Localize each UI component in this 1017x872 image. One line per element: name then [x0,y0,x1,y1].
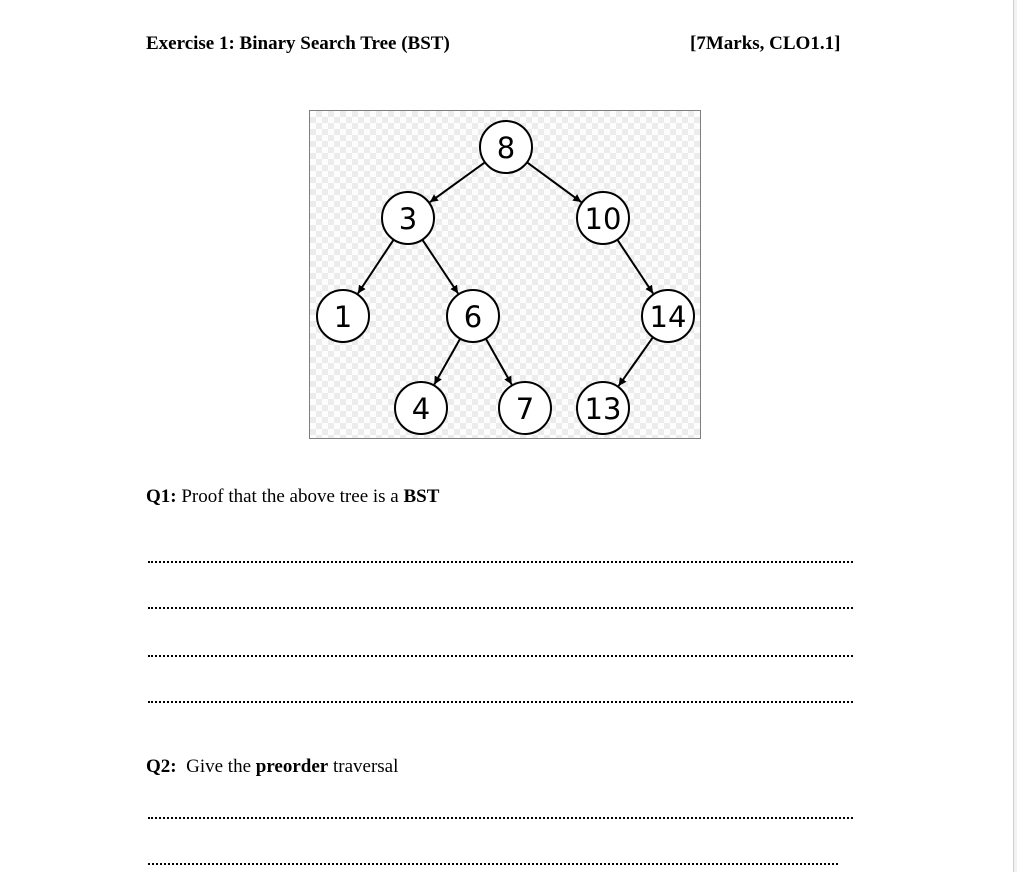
edge-6-4 [434,339,460,385]
edge-8-3 [430,162,485,202]
q1-answer-line-3[interactable] [148,655,853,657]
q1-answer-line-1[interactable] [148,561,853,563]
question-1 [146,486,439,508]
tree-node-14 [642,290,694,342]
node-label: 8 [496,131,516,165]
exercise-title: Exercise 1: Binary Search Tree (BST) [146,33,450,54]
q1-answer-line-2[interactable] [148,607,853,609]
edge-10-14 [617,240,653,294]
q1-text: Proof that the above tree is a [176,486,404,507]
bst-diagram [309,110,701,439]
tree-node-13 [577,382,629,434]
node-label: 7 [515,392,535,426]
node-label: 10 [584,202,622,236]
bst-svg [310,111,702,440]
tree-node-1 [317,290,369,342]
tree-node-10 [577,192,629,244]
node-label: 13 [584,392,622,426]
node-label: 1 [333,300,353,334]
q2-answer-line-2[interactable] [148,863,838,865]
edge-3-1 [358,240,394,294]
tree-nodes [317,121,694,434]
q2-text-before: Give the [176,756,256,777]
edge-8-10 [527,162,581,202]
question-2 [146,756,398,778]
tree-node-6 [447,290,499,342]
node-label: 14 [649,300,687,334]
q2-number: Q2: [146,756,177,777]
edge-6-7 [486,339,512,385]
q1-emphasis: BST [403,486,440,507]
tree-node-4 [395,382,447,434]
q1-answer-line-4[interactable] [148,701,853,703]
exercise-marks: [7Marks, CLO1.1] [690,33,841,54]
node-label: 4 [411,392,431,426]
tree-node-7 [499,382,551,434]
tree-node-8 [480,121,532,173]
q2-emphasis: preorder [255,756,329,777]
edge-3-6 [422,240,458,294]
q1-number: Q1: [146,486,177,507]
node-label: 3 [398,202,418,236]
q2-text-after: traversal [328,756,399,777]
node-label: 6 [463,300,483,334]
q2-answer-line-1[interactable] [148,817,853,819]
edge-14-13 [619,337,653,386]
tree-node-3 [382,192,434,244]
